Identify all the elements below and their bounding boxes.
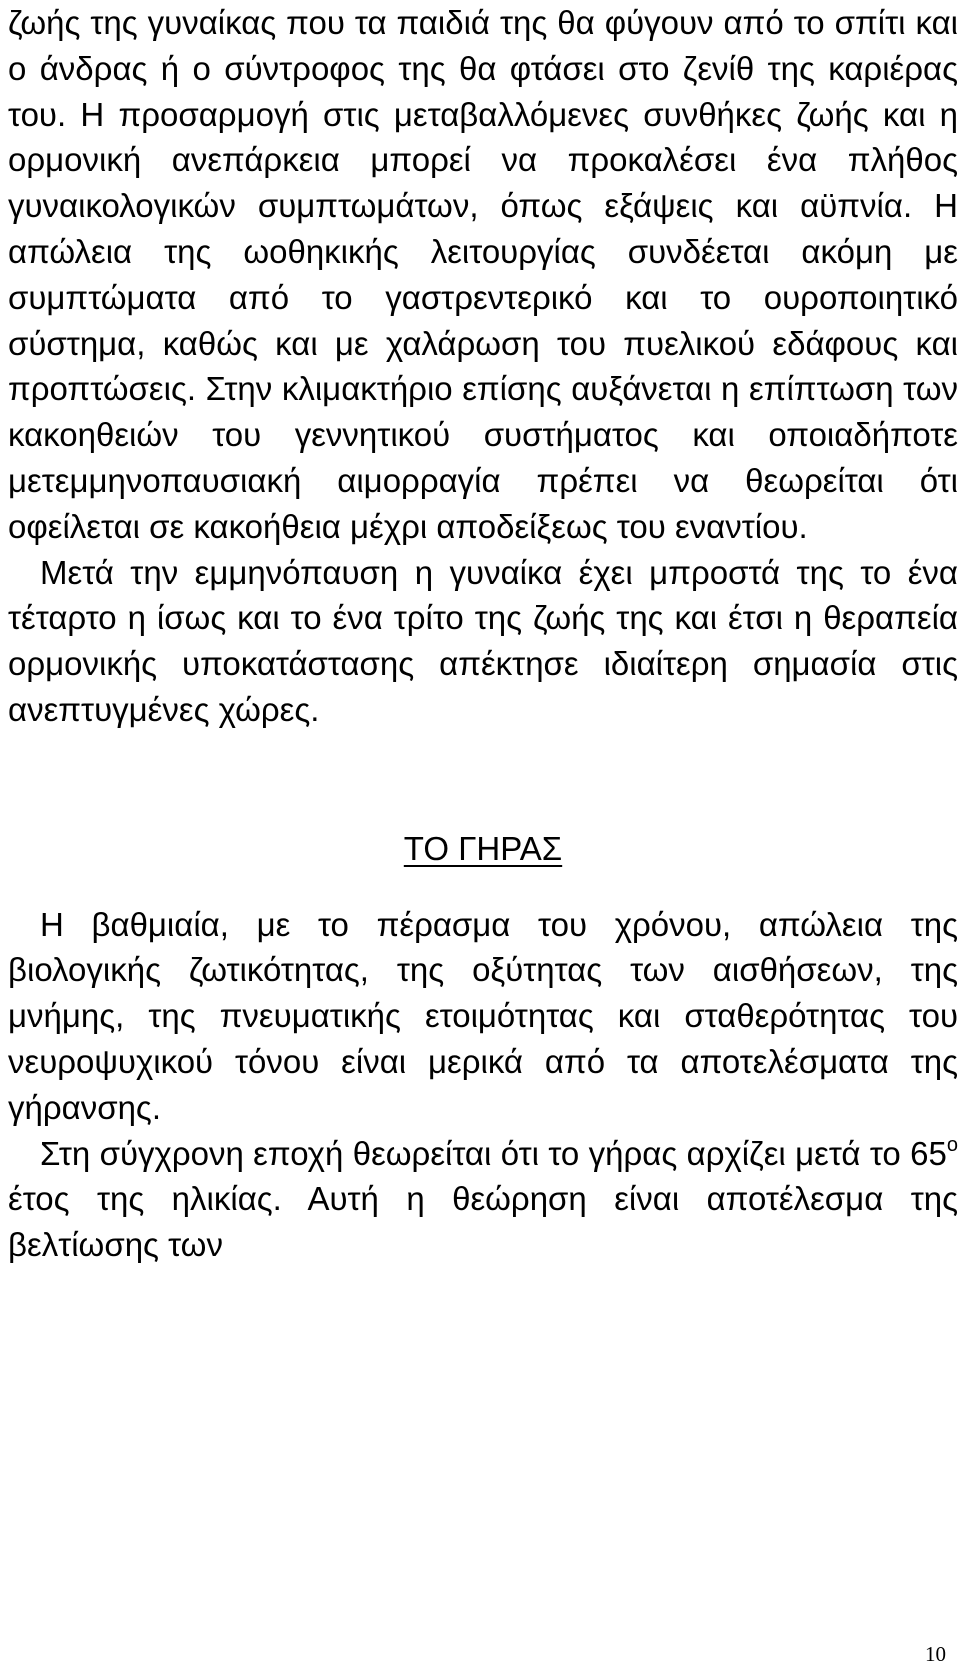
ordinal-superscript: ο — [946, 1133, 958, 1156]
paragraph-aging-onset — [8, 1131, 958, 1268]
paragraph-aging-onset-text-end: έτος της ηλικίας. Αυτή η θεώρηση είναι αποτέλεσμα της βελτίωσης των — [8, 1180, 958, 1264]
section-spacer — [8, 733, 958, 826]
section-heading-text: ΤΟ ΓΗΡΑΣ — [403, 829, 563, 867]
document-page — [8, 0, 958, 1268]
paragraph-menopause-outlook: Μετά την εμμηνόπαυση η γυναίκα έχει μπροστά της το ένα τέταρτο η ίσως και το ένα τρίτο της ζωής της και έτσι η θεραπεία ορμονικής υποκατάστασης απέκτησε ιδιαίτερη σημασία στις ανεπτυγμένες χώρες. — [8, 553, 958, 728]
paragraph-aging-definition: Η βαθμιαία, με το πέρασμα του χρόνου, απώλεια της βιολογικής ζωτικότητας, της οξύτητας των αισθήσεων, της μνήμης, της πνευματικής ετοιμότητας και σταθερότητας του νευροψυχικού τόνου είναι μερικά από τα αποτελέσματα της γήρανσης. — [8, 905, 958, 1126]
section-heading — [8, 826, 958, 872]
paragraph-aging-onset-text-start: Στη σύγχρονη εποχή θεωρείται ότι το γήρας αρχίζει μετά το 65 — [40, 1134, 947, 1172]
page-number: 10 — [925, 1642, 946, 1666]
paragraph-continued: ζωής της γυναίκας που τα παιδιά της θα φύγουν από το σπίτι και ο άνδρας ή ο σύντροφος της θα φτάσει στο ζενίθ της καριέρας του. Η προσαρμογή στις μεταβαλλόμενες συνθήκες ζωής και η ορμονική ανεπάρκεια μπορεί να προκαλέσει ένα πλήθος γυναικολογικών συμπτωμάτων, όπως εξάψεις και αϋπνία. Η απώλεια της ωοθηκικής λειτουργίας συνδέεται ακόμη με συμπτώματα από το γαστρεντερικό και το ουροποιητικό σύστημα, καθώς και με χαλάρωση του πυελικού εδάφους και προπτώσεις. Στην κλιμακτήριο επίσης αυξάνεται η επίπτωση των κακοηθειών του γεννητικού συστήματος και οποιαδήποτε μετεμμηνοπαυσιακή αιμορραγία πρέπει να θεωρείται ότι οφείλεται σε κακοήθεια μέχρι αποδείξεως του εναντίου. — [8, 4, 958, 545]
heading-spacer — [8, 872, 958, 902]
